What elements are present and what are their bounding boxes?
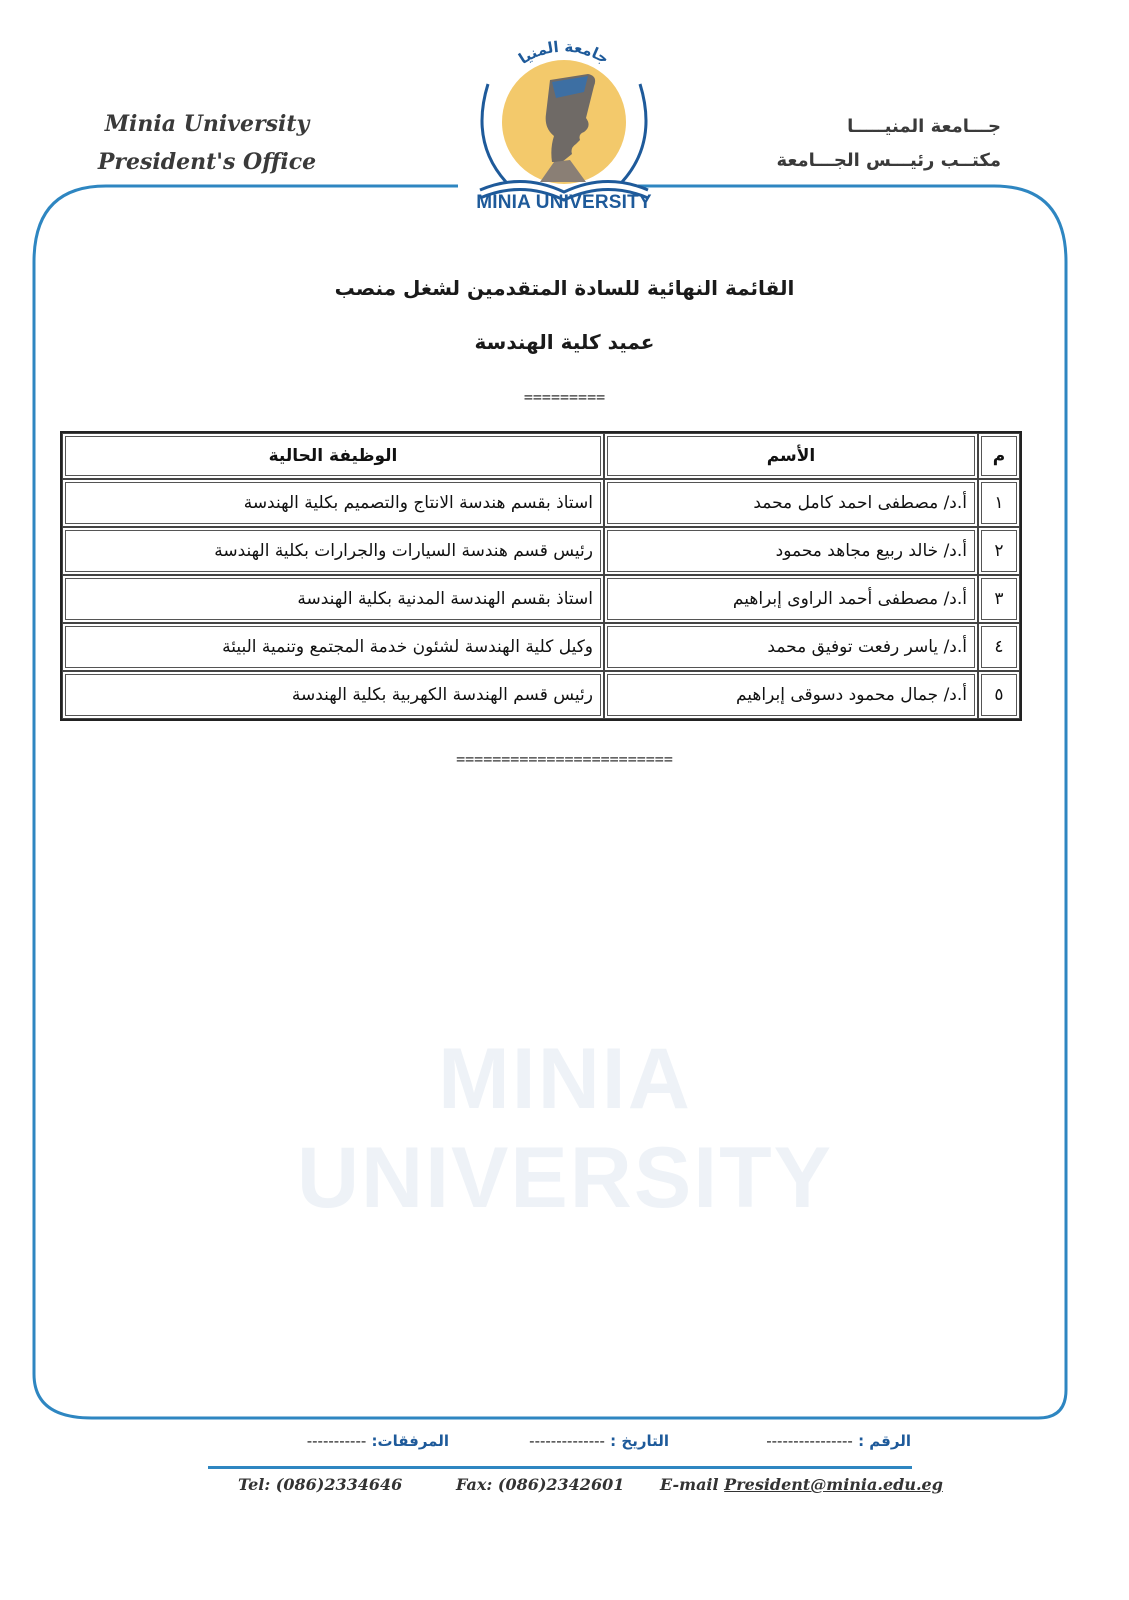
footer-email-link[interactable]: President@minia.edu.eg: [724, 1475, 943, 1494]
table-row: [62, 479, 1020, 527]
row-number: ٣: [978, 575, 1020, 623]
title-separator: =========: [523, 388, 606, 406]
footer-number-label: الرقم :: [858, 1432, 911, 1450]
table-row: [62, 575, 1020, 623]
row-number: ٤: [978, 623, 1020, 671]
page-frame: [26, 0, 1104, 1480]
logo-arc-text: جامعة المنيا: [515, 37, 613, 68]
candidate-name: أ.د/ مصطفى أحمد الراوى إبراهيم: [604, 575, 978, 623]
footer-tel: Tel: (086)2334646: [238, 1475, 403, 1494]
column-header-job: الوظيفة الحالية: [62, 433, 604, 479]
header-english-university: Minia University: [104, 111, 310, 137]
candidate-job: رئيس قسم الهندسة الكهربية بكلية الهندسة: [62, 671, 604, 719]
table-separator: ========================: [456, 750, 673, 768]
footer-attachments-field: [307, 1432, 449, 1450]
header-english-office: President's Office: [97, 149, 317, 175]
column-header-number: م: [978, 433, 1020, 479]
footer-date-label: التاريخ :: [610, 1432, 669, 1450]
document-subtitle: عميد كلية الهندسة: [474, 330, 655, 354]
table-row: [62, 671, 1020, 719]
footer-attachments-label: المرفقات:: [371, 1432, 449, 1450]
footer-date-dashes: --------------: [529, 1432, 605, 1450]
candidate-name: أ.د/ ياسر رفعت توفيق محمد: [604, 623, 978, 671]
candidate-job: رئيس قسم هندسة السيارات والجرارات بكلية الهندسة: [62, 527, 604, 575]
footer-number-field: [766, 1432, 911, 1450]
row-number: ٢: [978, 527, 1020, 575]
candidate-name: أ.د/ خالد ربيع مجاهد محمود: [604, 527, 978, 575]
row-number: ١: [978, 479, 1020, 527]
footer-divider: [208, 1466, 912, 1469]
table-row: [62, 527, 1020, 575]
header-arabic-university: جـــامعة المنيـــــا: [847, 116, 1001, 137]
footer-attachments-dashes: -----------: [306, 1432, 367, 1450]
footer-email-label: E-mail: [660, 1475, 719, 1494]
candidate-job: وكيل كلية الهندسة لشئون خدمة المجتمع وتنمية البيئة: [62, 623, 604, 671]
column-header-name: الأسم: [604, 433, 978, 479]
document-title: القائمة النهائية للسادة المتقدمين لشغل منصب: [334, 276, 795, 300]
footer-fax: Fax: (086)2342601: [456, 1475, 625, 1494]
table-header-row: [62, 433, 1020, 479]
candidates-table: [60, 431, 1022, 721]
footer-number-dashes: ----------------: [766, 1432, 853, 1450]
candidate-name: أ.د/ مصطفى احمد كامل محمد: [604, 479, 978, 527]
logo-wordmark: MINIA UNIVERSITY: [476, 192, 652, 213]
candidate-job: استاذ بقسم الهندسة المدنية بكلية الهندسة: [62, 575, 604, 623]
header-arabic-office: مكتــب رئيـــس الجـــامعة: [776, 150, 1001, 171]
footer-email: [660, 1475, 943, 1494]
row-number: ٥: [978, 671, 1020, 719]
candidate-job: استاذ بقسم هندسة الانتاج والتصميم بكلية الهندسة: [62, 479, 604, 527]
watermark-text: MINIA UNIVERSITY: [296, 1031, 834, 1226]
footer-date-field: [529, 1432, 669, 1450]
table-row: [62, 623, 1020, 671]
candidate-name: أ.د/ جمال محمود دسوقى إبراهيم: [604, 671, 978, 719]
